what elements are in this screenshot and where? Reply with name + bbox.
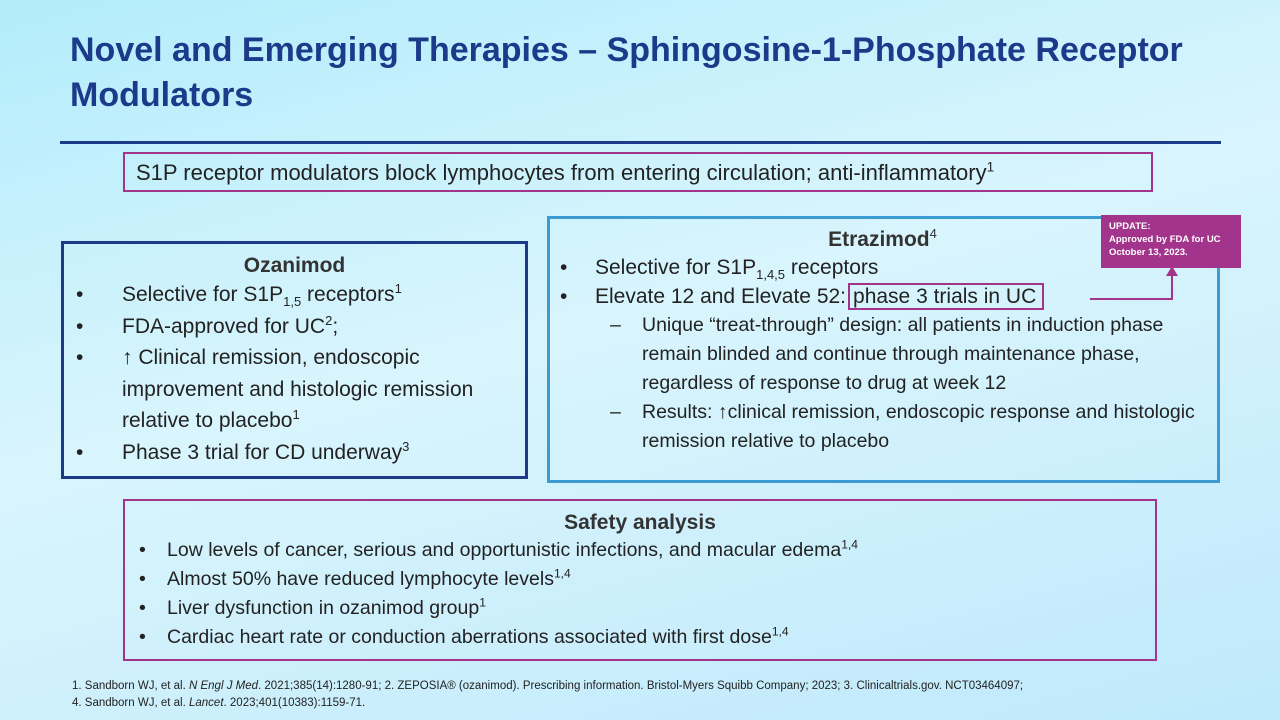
- bullet-icon: •: [139, 626, 146, 648]
- banner-text: S1P receptor modulators block lymphocytes from entering circulation; anti-inflammatory: [136, 160, 987, 185]
- banner-ref: 1: [986, 159, 995, 175]
- item-ref: 1,4: [771, 624, 789, 639]
- item-ref: 1,4: [841, 537, 859, 552]
- highlight-box: phase 3 trials in UC: [848, 283, 1044, 310]
- list-item: [135, 565, 1145, 594]
- references: [72, 678, 1262, 712]
- item-subscript: 1,4,5: [756, 267, 786, 283]
- item-text: Results: ↑clinical remission, endoscopic response and histologic remission relative to placebo: [642, 401, 1195, 452]
- safety-box: [123, 499, 1157, 661]
- item-text: Phase 3 trial for CD underway: [122, 440, 403, 464]
- bullet-icon: •: [139, 597, 146, 619]
- list-item: [135, 623, 1145, 652]
- heading-ref: 4: [929, 226, 937, 241]
- item-ref: 3: [402, 438, 410, 454]
- update-label: UPDATE:: [1109, 221, 1151, 232]
- bullet-icon: •: [560, 285, 568, 308]
- bullet-icon: •: [76, 440, 84, 464]
- safety-list: [135, 536, 1145, 652]
- bullet-icon: •: [76, 314, 84, 338]
- item-text: Almost 50% have reduced lymphocyte levels: [167, 568, 554, 590]
- item-text: Selective for S1P: [595, 256, 757, 279]
- item-text: Liver dysfunction in ozanimod group: [167, 597, 480, 619]
- item-text: Elevate 12 and Elevate 52:: [595, 285, 847, 308]
- bullet-icon: •: [139, 539, 146, 561]
- ref-text: . 2021;385(14):1280-91; 2. ZEPOSIA® (ozanimod). Prescribing information. Bristol-Myers Squibb Company; 2023; 3. Clinicaltrials.gov. NCT03464097;: [258, 680, 1024, 692]
- item-subscript: 1,5: [283, 294, 302, 310]
- slide-title: Novel and Emerging Therapies – Sphingosine-1-Phosphate Receptor Modulators: [70, 31, 1183, 114]
- reference-line: [72, 695, 1262, 712]
- item-text: receptors: [785, 256, 879, 279]
- list-item: [135, 594, 1145, 623]
- item-text: ;: [332, 314, 339, 338]
- update-date: October 13, 2023.: [1109, 247, 1188, 258]
- reference-line: [72, 678, 1262, 695]
- dash-icon: –: [610, 314, 621, 336]
- item-ref: 1: [292, 407, 300, 422]
- bullet-icon: •: [139, 568, 146, 590]
- item-ref: 1: [394, 281, 402, 296]
- ozanimod-heading: Ozanimod: [243, 254, 346, 277]
- ref-text: 4. Sandborn WJ, et al.: [72, 697, 189, 709]
- ref-text: 1. Sandborn WJ, et al.: [72, 680, 189, 692]
- item-ref: 1,4: [553, 566, 571, 581]
- heading-text: Etrazimod: [828, 228, 930, 251]
- update-callout: [1101, 215, 1241, 268]
- item-text: ↑ Clinical remission, endoscopic improvement and histologic remission relative to placebo: [122, 346, 474, 432]
- item-text: receptors: [301, 283, 395, 306]
- list-item: [135, 536, 1145, 565]
- ref-text: . 2023;401(10383):1159-71.: [223, 697, 366, 709]
- ref-journal: Lancet: [188, 697, 224, 709]
- safety-heading: Safety analysis: [564, 511, 716, 534]
- item-ref: 1: [479, 595, 486, 610]
- item-text: FDA-approved for UC: [122, 314, 326, 338]
- bullet-icon: •: [76, 346, 84, 369]
- item-text: Selective for S1P: [122, 283, 284, 306]
- bullet-icon: •: [76, 283, 84, 306]
- bullet-icon: •: [560, 256, 568, 279]
- dash-icon: –: [610, 401, 621, 423]
- item-text: Cardiac heart rate or conduction aberrations associated with first dose: [167, 626, 772, 648]
- update-text: Approved by FDA for UC: [1109, 234, 1221, 245]
- item-text: Low levels of cancer, serious and opportunistic infections, and macular edema: [167, 539, 842, 561]
- ref-journal: N Engl J Med: [188, 680, 259, 692]
- item-ref: 2: [325, 312, 333, 328]
- item-text: Unique “treat-through” design: all patients in induction phase remain blinded and continue through maintenance phase, regardless of response to drug at week 12: [642, 314, 1164, 394]
